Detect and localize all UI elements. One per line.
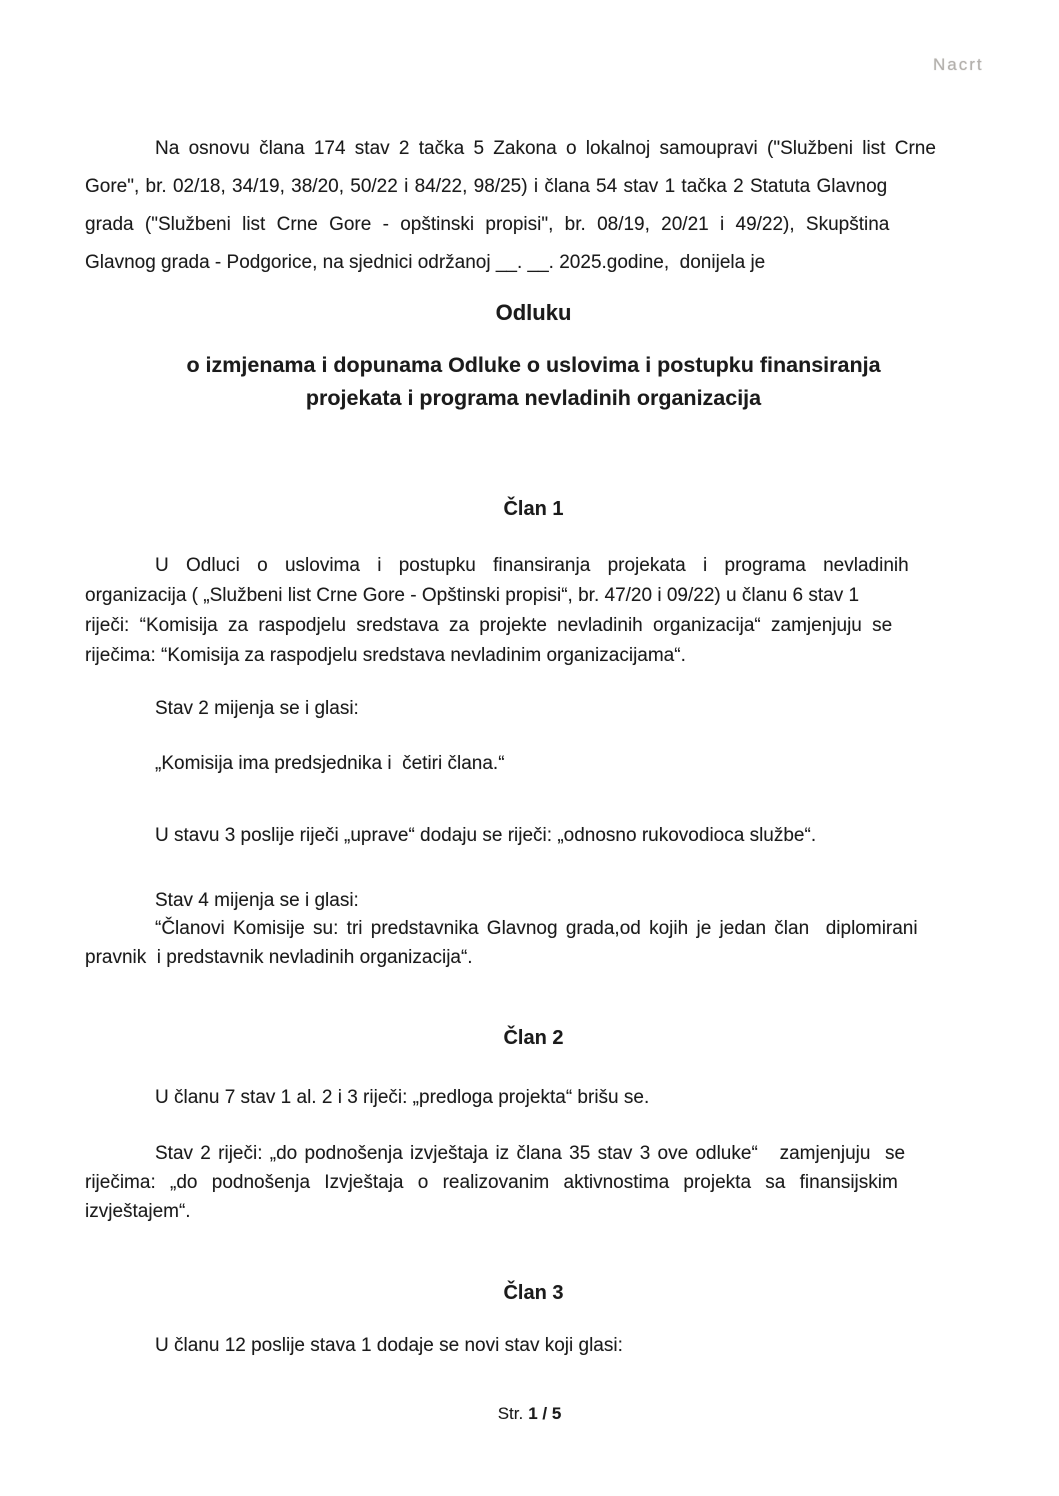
article-1-paragraph-2: Stav 2 mijenja se i glasi: <box>155 698 359 719</box>
article-2-heading: Član 2 <box>503 1027 564 1049</box>
paragraph-line: organizacija ( „Službeni list Crne Gore - Opštinski propisi“, br. 47/20 i 09/22) u članu 6 stav 1 <box>85 585 860 606</box>
decision-subtitle-line: o izmjenama i dopunama Odluke o uslovima i postupku finansiranja <box>186 353 881 377</box>
article-3-heading: Član 3 <box>503 1282 564 1304</box>
article-1-paragraph-4: U stavu 3 poslije riječi „uprave“ dodaju se riječi: „odnosno rukovodioca službe“. <box>155 825 817 846</box>
paragraph-line: “Članovi Komisije su: tri predstavnika Glavnog grada,od kojih je jedan član diplomirani <box>155 918 918 939</box>
paragraph-line: izvještajem“. <box>85 1201 191 1222</box>
article-2-paragraph-1: U članu 7 stav 1 al. 2 i 3 riječi: „predloga projekta“ brišu se. <box>155 1087 650 1108</box>
paragraph-line: riječi: “Komisija za raspodjelu sredstava za projekte nevladinih organizacija“ zamjenjuju se <box>85 615 893 636</box>
paragraph-line: Stav 2 riječi: „do podnošenja izvještaja iz člana 35 stav 3 ove odluke“ zamjenjuju se <box>155 1143 906 1164</box>
article-1-paragraph-3: „Komisija ima predsjednika i četiri člana.“ <box>155 753 505 774</box>
paragraph-line: pravnik i predstavnik nevladinih organizacija“. <box>85 947 473 968</box>
page-number: 1 / 5 <box>528 1404 562 1423</box>
preamble-line: grada ("Službeni list Crne Gore - opštinski propisi", br. 08/19, 20/21 i 49/22), Skupština <box>85 214 890 235</box>
article-1-paragraph-6 <box>85 914 982 972</box>
preamble-paragraph <box>85 130 982 282</box>
article-1-paragraph-5: Stav 4 mijenja se i glasi: <box>155 890 359 911</box>
page-footer <box>0 1403 1059 1425</box>
decision-subtitle <box>85 349 982 415</box>
decision-subtitle-line: projekata i programa nevladinih organizacija <box>305 386 762 410</box>
preamble-line: Glavnog grada - Podgorice, na sjednici održanoj __. __. 2025.godine, donijela je <box>85 252 766 273</box>
decision-title: Odluku <box>495 300 572 325</box>
article-2-paragraph-2 <box>85 1139 982 1226</box>
footer-label: Str. <box>497 1404 524 1423</box>
article-1-paragraph-1 <box>85 551 982 671</box>
paragraph-line: U Odluci o uslovima i postupku finansiranja projekata i programa nevladinih <box>155 555 909 576</box>
paragraph-line: riječima: „do podnošenja Izvještaja o realizovanim aktivnostima projekta sa finansijskim <box>85 1172 898 1193</box>
preamble-line: Na osnovu člana 174 stav 2 tačka 5 Zakona o lokalnoj samoupravi ("Službeni list Crne <box>155 138 936 159</box>
article-3-paragraph-1: U članu 12 poslije stava 1 dodaje se novi stav koji glasi: <box>155 1335 623 1356</box>
draft-watermark: Nacrt <box>933 55 984 74</box>
paragraph-line: riječima: “Komisija za raspodjelu sredstava nevladinim organizacijama“. <box>85 645 686 666</box>
article-1-heading: Član 1 <box>503 498 564 520</box>
preamble-line: Gore", br. 02/18, 34/19, 38/20, 50/22 i 84/22, 98/25) i člana 54 stav 1 tačka 2 Statuta Glavnog <box>85 176 888 197</box>
